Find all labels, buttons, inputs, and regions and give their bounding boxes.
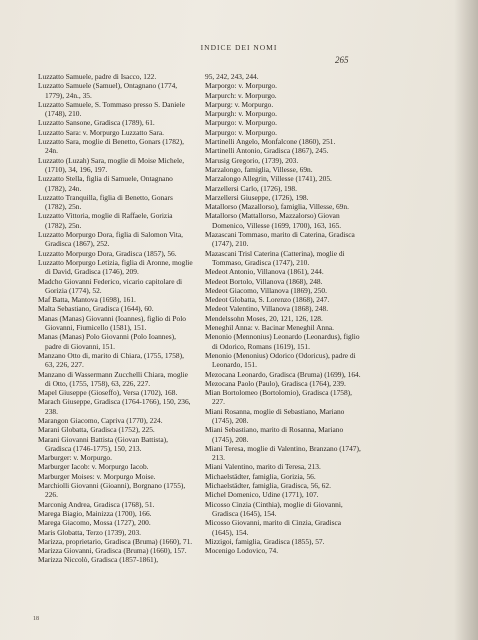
index-entry: Marburger: v. Morpurgo.	[38, 453, 112, 463]
index-entry: Luzzatto Morpurgo Letizia, figlia di Aronne, moglie di David, Gradisca (1746), 209.	[38, 257, 193, 277]
index-entry: Luzzatto Samuele, S. Tommaso presso S. Daniele (1748), 210.	[38, 99, 185, 119]
index-entry: Manzano di Wassermann Zucchelli Chiara, moglie di Otto, (1755, 1758), 63, 226, 227.	[38, 369, 188, 388]
index-entry: Manzano Otto di, marito di Chiara, (1755, 1758), 63, 226, 227.	[38, 350, 184, 370]
index-entry: Marega Biagio, Mainizza (1700), 166.	[38, 508, 152, 518]
index-column-left	[38, 72, 194, 565]
index-entry: Marzellersi Carlo, (1726), 198.	[205, 183, 297, 193]
index-entry: Malta Sebastiano, Gradisca (1644), 60.	[38, 304, 154, 314]
index-entry: Micosso Giovanni, marito di Cinzia, Gradisca (1645), 154.	[205, 518, 342, 537]
index-entry: Marzalongo, famiglia, Villesse, 69n.	[205, 164, 313, 174]
index-entry: Marburger Iacob: v. Morpurgo Iacob.	[38, 462, 149, 472]
signature-mark: 18	[33, 616, 39, 622]
index-entry: Luzzatto Samuele, padre di Isacco, 122.	[38, 72, 157, 81]
index-entry: Luzzatto (Luzah) Sara, moglie di Moise Michele, (1710), 34, 196, 197.	[38, 155, 185, 174]
index-entry: Michel Domenico, Udine (1771), 107.	[205, 490, 319, 500]
index-entry: Luzzatto Stella, figlia di Samuele, Ontagnano (1782), 24n.	[38, 174, 173, 193]
index-entry: Marega Giacomo, Mossa (1727), 200.	[38, 518, 151, 528]
index-entry: Mezocana Leonardo, Gradisca (Bruma) (1699), 164.	[205, 369, 361, 379]
page-number: 265	[335, 55, 349, 65]
index-entry: Marpurgo: v. Morpurgo.	[205, 127, 277, 137]
index-entry: Luzzatto Samuele (Samuel), Ontagnano (1774, 1779), 24n., 35.	[38, 81, 178, 100]
index-entry: Mazascani Trisl Caterina (Catterina), moglie di Tommaso, Gradisca (1747), 210.	[205, 248, 345, 267]
index-entry: Miani Sebastiano, marito di Rosanna, Mariano (1745), 208.	[205, 425, 344, 444]
index-entry: Luzzatto Tranquilla, figlia di Benetto, Gonars (1782), 25n.	[38, 192, 173, 212]
index-entry: Medeot Globatta, S. Lorenzo (1868), 247.	[205, 295, 330, 305]
index-entry: Marizza, proprietario, Gradisca (Bruma) (1660), 71.	[38, 536, 193, 546]
index-entry: Medeot Bortolo, Villanova (1868), 248.	[205, 276, 323, 286]
index-entry: Marzellersi Giuseppe, (1726), 198.	[205, 192, 309, 202]
index-entry: Luzzatto Morpurgo Dora, Gradisca (1857), 56.	[38, 248, 177, 258]
index-entry: Matallorso (Mattallorso, Mazzalorso) Giovan Domenico, Villesse (1699, 1700), 163, 165.	[205, 211, 342, 230]
index-entry: Marpurgh: v. Morpurgo.	[205, 109, 277, 119]
index-entry: Madcho Giovanni Federico, vicario capitolare di Gorizia (1774), 52.	[38, 276, 183, 295]
index-entry: Manas (Manas) Giovanni (Ioannes), figlio di Polo Giovanni, Fiumicello (1581), 151.	[38, 313, 186, 333]
index-entry: Manas (Manas) Polo Giovanni (Polo Ioannes), padre di Giovanni, 151.	[38, 332, 176, 351]
index-entry: Luzzatto Vittoria, moglie di Raffaele, Gorizia (1782), 25n.	[38, 211, 173, 230]
index-entry: Meneghil Anna: v. Bacinar Meneghil Anna.	[205, 323, 335, 333]
page-edge-shadow	[454, 0, 478, 640]
index-entry: Mendelssohn Moses, 20, 121, 126, 128.	[205, 313, 323, 323]
index-entry: Luzzatto Sara, moglie di Benetto, Gonars (1782), 24n.	[38, 137, 184, 156]
index-entry: Michaelstädter, famiglia, Gradisca, 56, 62.	[205, 481, 331, 491]
index-entry: Mapel Giuseppe (Gioseffo), Versa (1702), 168.	[38, 388, 178, 398]
index-entry: Medeot Valentino, Villanova (1868), 248.	[205, 304, 329, 314]
index-entry: Medeot Giacomo, Villanova (1869), 250.	[205, 285, 327, 295]
index-entry: Marpurch: v. Morpurgo.	[205, 90, 277, 100]
index-entry: Luzzatto Sara: v. Morpurgo Luzzatto Sara.	[38, 127, 165, 137]
index-entry: Mezocana Paolo (Paulo), Gradisca (1764), 239.	[205, 378, 346, 388]
index-entry: Mazascani Tommaso, marito di Caterina, Gradisca (1747), 210.	[205, 230, 355, 249]
index-entry: Menonio (Menonius) Odorico (Odoricus), padre di Leonardo, 151.	[205, 350, 356, 370]
index-entry: Martinelli Angelo, Monfalcone (1860), 251.	[205, 137, 336, 147]
index-entry: Marusig Gregorio, (1739), 203.	[205, 155, 299, 165]
index-entry: Luzzatto Morpurgo Dora, figlia di Salomon Vita, Gradisca (1867), 252.	[38, 230, 184, 249]
index-entry: Marach Giuseppe, Gradisca (1764-1766), 150, 236, 238.	[38, 397, 191, 416]
index-entry: Miani Valentino, marito di Teresa, 213.	[205, 462, 321, 472]
index-entry: Menonio (Mennonius) Leonardo (Leonardus), figlio di Odorico, Romans (1619), 151.	[205, 332, 360, 351]
index-entry: Marpurg: v. Morpurgo.	[205, 99, 274, 109]
index-column-right	[205, 72, 363, 555]
index-entry: Matallorso (Mazallorso), famiglia, Villesse, 69n.	[205, 202, 349, 212]
index-entry: Maris Globatta, Terzo (1739), 203.	[38, 527, 141, 537]
index-entry: Mian Bortolomeo (Bortolomio), Gradisca (1758), 227.	[205, 388, 352, 407]
index-entry: Medeot Antonio, Villanova (1861), 244.	[205, 267, 324, 277]
index-entry: Marizza Giovanni, Gradisca (Bruma) (1660), 157.	[38, 546, 187, 556]
index-entry: Maf Batta, Mantova (1698), 161.	[38, 295, 136, 305]
index-entry: Miani Rosanna, moglie di Sebastiano, Mariano (1745), 208.	[205, 406, 345, 425]
index-entry: Marconig Andrea, Gradisca (1768), 51.	[38, 499, 155, 509]
index-entry: Marangon Giacomo, Capriva (1770), 224.	[38, 415, 163, 425]
index-entry: Michaelstädter, famiglia, Gorizia, 56.	[205, 471, 316, 481]
index-entry: Miani Teresa, moglie di Valentino, Branzano (1747), 213.	[205, 443, 361, 463]
index-entry: Marpurgo: v. Morpurgo.	[205, 118, 277, 128]
index-entry: Mizzigoi, famiglia, Gradisca (1855), 57.	[205, 536, 325, 546]
index-entry: Mocenigo Lodovico, 74.	[205, 546, 279, 556]
running-header: INDICE DEI NOMI	[200, 43, 278, 52]
index-entry: Micosso Cinzia (Cinthia), moglie di Giovanni, Gradisca (1645), 154.	[205, 499, 343, 518]
index-entry: Marburger Moises: v. Morpurgo Moise.	[38, 471, 156, 481]
index-entry: Marizza Niccolò, Gradisca (1857-1861),	[38, 555, 159, 565]
index-entry: 95, 242, 243, 244.	[205, 72, 259, 81]
index-entry: Marani Globatta, Gradisca (1752), 225.	[38, 425, 155, 435]
index-entry: Marani Giovanni Battista (Giovan Battista), Gradisca (1746-1775), 150, 213.	[38, 434, 168, 453]
index-entry: Martinelli Antonio, Gradisca (1867), 245.	[205, 146, 329, 156]
index-entry: Marporgo: v. Morpurgo.	[205, 81, 277, 91]
index-entry: Marzalongo Allegrin, Villesse (1741), 205.	[205, 174, 332, 184]
index-entry: Luzzatto Sansone, Gradisca (1789), 61.	[38, 118, 155, 128]
index-entry: Marchiolli Giovanni (Gioanni), Borgnano (1755), 226.	[38, 481, 186, 500]
